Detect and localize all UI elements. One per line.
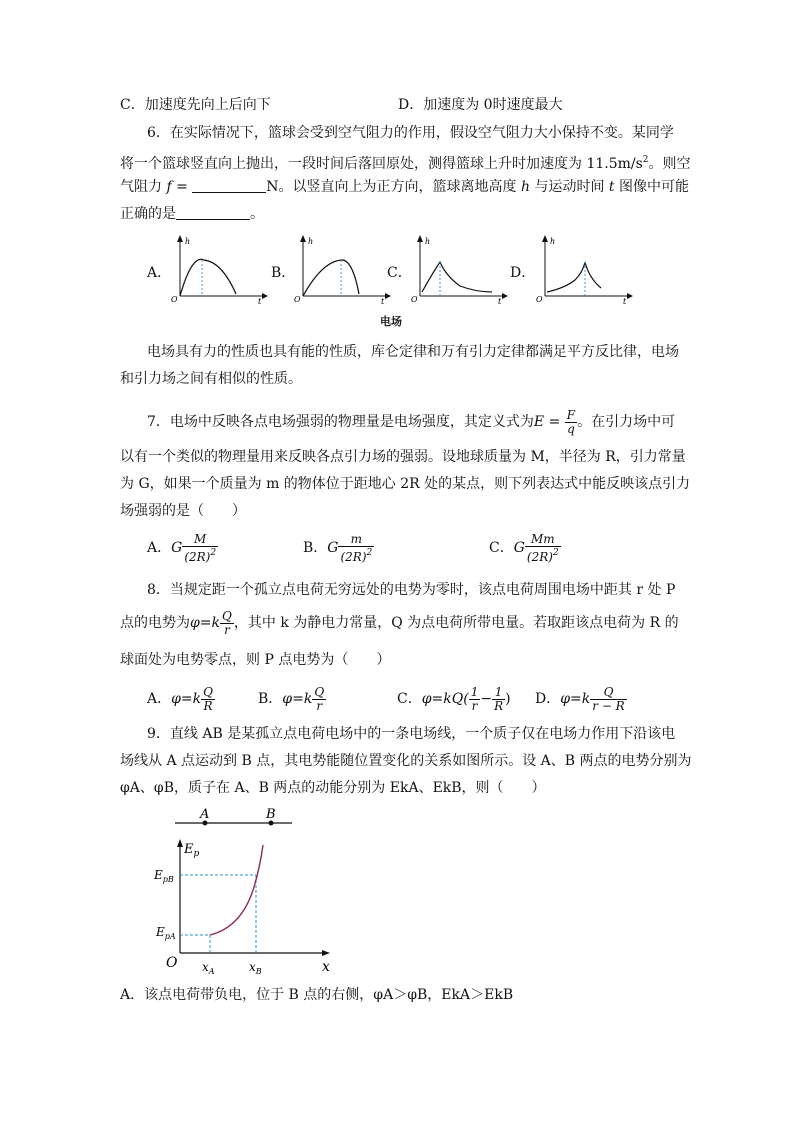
q6-line-2: 将一个篮球竖直向上抛出，一段时间后落回原处，测得篮球上升时加速度为 $11.5m/s^2$。则空: [120, 155, 691, 172]
q6-option-d-label: D．: [510, 265, 536, 281]
q6-line-3: 气阻力 f = N。以竖直向上为正方向，篮球离地高度 h 与运动时间 t 图像中可能: [120, 179, 690, 195]
origin-label: O: [166, 955, 178, 971]
q6-line-1: 6．在实际情况下，篮球会受到空气阻力的作用，假设空气阻力大小保持不变。某同学: [147, 125, 674, 141]
answer-blank-graph[interactable]: [176, 205, 250, 220]
intro-line-2: 和引力场之间有相似的性质。: [120, 371, 302, 387]
q6-option-b-label: B．: [271, 265, 296, 281]
xb-label: $x_B$: [249, 960, 262, 976]
q7-line-1: 7．电场中反映各点电场强弱的物理量是电场强度，其定义式为E = $\frac{F}{q}$ 。在引力场中可: [147, 407, 676, 436]
q8-line-3: 球面处为电势零点，则 P 点电势为（ ）: [120, 652, 391, 668]
x-axis-label: x: [322, 959, 330, 975]
q9-line-1: 9．直线 AB 是某孤立点电荷电场中的一条电场线，一个质子仅在电场力作用下沿该电: [147, 726, 676, 742]
q9-option-a[interactable]: A．该点电荷带负电，位于 B 点的右侧，φA＞φB，EkA＞EkB: [120, 987, 514, 1003]
origin-label: O: [536, 295, 543, 304]
q7-line-3: 为 G，如果一个质量为 m 的物体位于距地心 2R 处的某点，则下列表达式中能反映该点引力: [120, 476, 691, 492]
q8-option-c[interactable]: C．φ=kQ( $\frac{1}{r}$ − $\frac{1}{R}$ ): [397, 684, 511, 713]
q6-option-c-label: C．: [387, 265, 412, 281]
q5-option-d: D．加速度为 0时速度最大: [398, 97, 563, 113]
axis-label-h: h: [425, 237, 431, 246]
xa-label: $x_A$: [202, 960, 215, 976]
y-axis-label: $E_p$: [184, 842, 200, 859]
axis-label-h: h: [550, 237, 556, 246]
q8-option-d[interactable]: D．φ=k $\frac{Q}{r - R}$: [535, 684, 625, 713]
axis-label-t: t: [258, 297, 262, 304]
q6-graph-a[interactable]: [170, 232, 270, 304]
answer-blank-f[interactable]: [192, 178, 266, 193]
q6-graph-d[interactable]: [535, 232, 635, 304]
q8-option-b[interactable]: B．φ=k $\frac{Q}{r}$: [258, 684, 325, 713]
q8-option-a[interactable]: A．φ=k $\frac{Q}{R}$: [147, 684, 213, 713]
q9-ep-graph: [150, 805, 350, 980]
axis-label-h: h: [185, 237, 191, 246]
q8-line-2: 点的电势为φ=k $\frac{Q}{r}$ ，其中 k 为静电力常量，Q 为点电荷所带电量。若取距该点电荷为 R 的: [120, 608, 679, 637]
q7-option-a[interactable]: A．G $\frac{M}{(2R)^2}$: [147, 531, 217, 564]
q7-option-b[interactable]: B．G $\frac{m}{(2R)^2}$: [303, 531, 373, 564]
q7-option-c[interactable]: C．G $\frac{Mm}{(2R)^2}$: [489, 531, 559, 564]
epa-label: $E_{pA}$: [156, 925, 176, 941]
q8-line-1: 8．当规定距一个孤立点电荷无穷远处的电势为零时，该点电荷周围电场中距其 r 处 P: [147, 582, 676, 598]
q6-graph-c[interactable]: [410, 232, 510, 304]
q6-graph-b[interactable]: [293, 232, 393, 304]
point-a-label: A: [200, 807, 210, 822]
q5-option-c: C．加速度先向上后向下: [120, 97, 271, 113]
q9-line-3: φA、φB，质子在 A、B 两点的动能分别为 EkA、EkB，则（ ）: [120, 780, 546, 796]
q7-line-2: 以有一个类似的物理量用来反映各点引力场的强弱。设地球质量为 M，半径为 R，引力常量: [120, 449, 686, 465]
q6-line-4: 正确的是 。: [120, 206, 264, 222]
q6-option-a-label: A．: [147, 265, 172, 281]
axis-label-t: t: [498, 297, 502, 304]
origin-label: O: [171, 295, 178, 304]
epb-label: $E_{pB}$: [154, 868, 174, 884]
section-title: 电场: [380, 315, 402, 328]
axis-label-t: t: [381, 297, 385, 304]
axis-label-t: t: [623, 297, 627, 304]
field-definition-fraction: $\frac{F}{q}$: [566, 407, 576, 436]
intro-line-1: 电场具有力的性质也具有能的性质，库仑定律和万有引力定律都满足平方反比律，电场: [147, 344, 679, 360]
origin-label: O: [294, 295, 301, 304]
axis-label-h: h: [308, 237, 314, 246]
ep-curve: [210, 845, 263, 935]
point-b-label: B: [266, 807, 276, 822]
q7-line-4: 场强弱的是（ ）: [120, 503, 246, 519]
q9-line-2: 场线从 A 点运动到 B 点，其电势能随位置变化的关系如图所示。设 A、B 两点的电势分别为: [120, 753, 692, 769]
origin-label: O: [411, 295, 418, 304]
